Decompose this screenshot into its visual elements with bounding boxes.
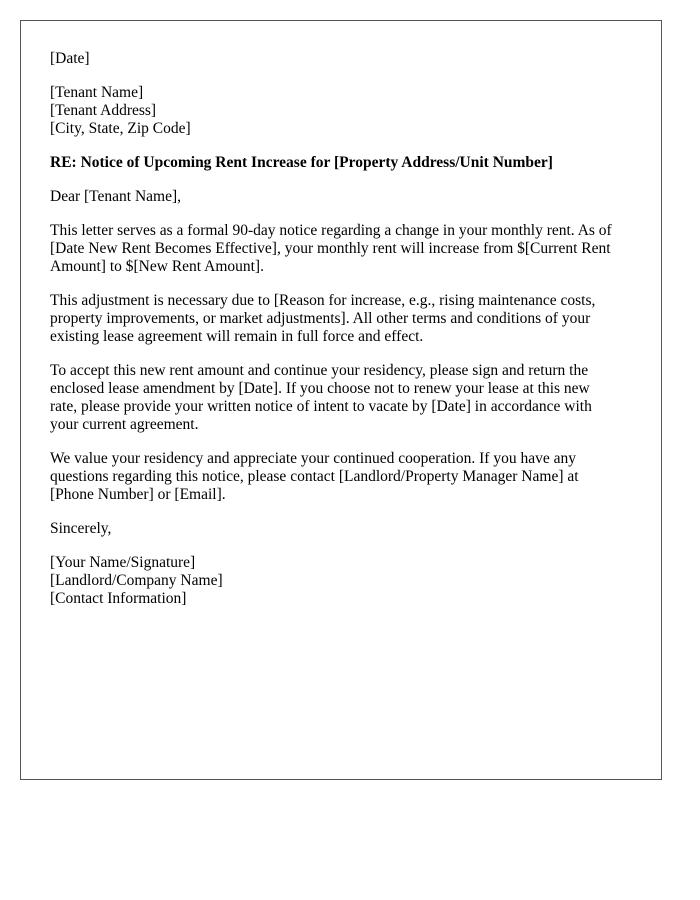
letter-date-block [50,50,634,68]
signature-contact: [Contact Information] [50,590,187,607]
paragraph-line: [Phone Number] or [Email]. [50,486,226,503]
closing-block [50,520,634,538]
letter-date: [Date] [50,50,90,67]
salutation-block [50,188,634,206]
paragraph-notice [50,222,634,276]
paragraph-line: This letter serves as a formal 90-day notice regarding a change in your monthly rent. As of [50,222,612,239]
recipient-address: [Tenant Address] [50,102,157,119]
paragraph-line: This adjustment is necessary due to [Reason for increase, e.g., rising maintenance costs, [50,292,596,309]
signature-name: [Your Name/Signature] [50,554,196,571]
salutation: Dear [Tenant Name], [50,188,182,205]
paragraph-contact [50,450,634,504]
signature-block [50,554,634,608]
paragraph-line: questions regarding this notice, please contact [Landlord/Property Manager Name] at [50,468,579,485]
recipient-city: [City, State, Zip Code] [50,120,191,137]
recipient-block [50,84,634,138]
paragraph-line: property improvements, or market adjustments]. All other terms and conditions of your [50,310,591,327]
paragraph-line: To accept this new rent amount and continue your residency, please sign and return the [50,362,589,379]
paragraph-line: existing lease agreement will remain in full force and effect. [50,328,424,345]
paragraph-line: Amount] to $[New Rent Amount]. [50,258,264,275]
closing: Sincerely, [50,520,112,537]
paragraph-line: We value your residency and appreciate your continued cooperation. If you have any [50,450,576,467]
paragraph-line: rate, please provide your written notice of intent to vacate by [Date] in accordance with [50,398,592,415]
paragraph-line: [Date New Rent Becomes Effective], your monthly rent will increase from $[Current Rent [50,240,611,257]
subject-line [50,154,634,172]
paragraph-reason [50,292,634,346]
paragraph-line: your current agreement. [50,416,199,433]
letter-page [20,20,662,780]
paragraph-accept [50,362,634,434]
signature-company: [Landlord/Company Name] [50,572,223,589]
subject-text: RE: Notice of Upcoming Rent Increase for [Property Address/Unit Number] [50,154,553,171]
recipient-name: [Tenant Name] [50,84,144,101]
paragraph-line: enclosed lease amendment by [Date]. If you choose not to renew your lease at this new [50,380,590,397]
